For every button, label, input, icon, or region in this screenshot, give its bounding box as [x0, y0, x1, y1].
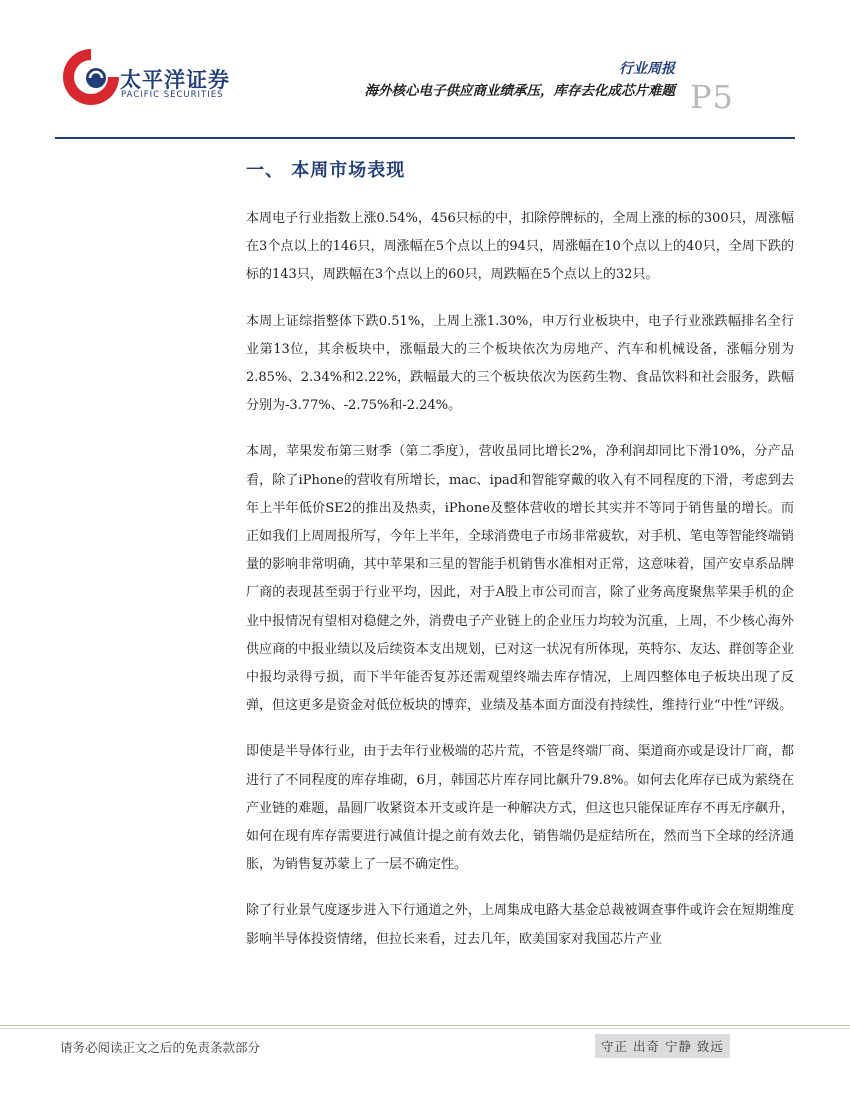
brand-name-en: PACIFIC SECURITIES: [121, 90, 224, 100]
header-divider: [55, 137, 795, 139]
pacific-securities-logo-icon: [60, 46, 122, 108]
disclaimer-note: 请务必阅读正文之后的免责条款部分: [60, 1040, 261, 1055]
section-heading: 一、 本周市场表现: [246, 160, 406, 181]
brand-name-cn: 太平洋证券: [120, 68, 230, 92]
paragraph-1: 本周电子行业指数上涨0.54%，456只标的中，扣除停牌标的，全周上涨的标的300只，周涨幅在3个点以上的146只，周涨幅在5个点以上的94只，周涨幅在10个点以上的40只，全周下跌的标的143只，周跌幅在3个点以上的60只，周跌幅在5个点以上的32只。: [246, 211, 794, 283]
page-number: P5: [690, 78, 734, 116]
report-title: 海外核心电子供应商业绩承压，库存去化成芯片难题: [364, 83, 675, 99]
footer-divider: [0, 1025, 850, 1026]
paragraph-4: 即使是半导体行业，由于去年行业极端的芯片荒，不管是终端厂商、渠道商亦或是设计厂商，都进行了不同程度的库存堆砌，6月，韩国芯片库存同比飙升79.8%。如何去化库存已成为萦绕在产业链的难题，晶圆厂收紧资本开支或许是一种解决方式，但这也只能保证库存不再无序飙升，如何在现有库存需要进行减值计提之前有效去化，销售端仍是症结所在，然而当下全球的经济通胀，为销售复苏蒙上了一层不确定性。: [246, 744, 794, 873]
company-motto: 守正 出奇 宁静 致远: [595, 1034, 730, 1058]
paragraph-5: 除了行业景气度逐步进入下行通道之外，上周集成电路大基金总裁被调查事件或许会在短期维度影响半导体投资情绪，但拉长来看，过去几年，欧美国家对我国芯片产业: [246, 903, 794, 947]
paragraph-2: 本周上证综指整体下跌0.51%，上周上涨1.30%，申万行业板块中，电子行业涨跌幅排名全行业第13位，其余板块中，涨幅最大的三个板块依次为房地产、汽车和机械设备，涨幅分别为2.85%、2.34%和2.22%，跌幅最大的三个板块依次为医药生物、食品饮料和社会服务，跌幅分别为-3.77%、-2.75%和-2.24%。: [246, 313, 794, 414]
paragraph-3: 本周，苹果发布第三财季（第二季度），营收虽同比增长2%，净利润却同比下滑10%，分产品看，除了iPhone的营收有所增长，mac、ipad和智能穿戴的收入有不同程度的下滑，考虑到去年上半年低价SE2的推出及热卖，iPhone及整体营收的增长其实并不等同于销售量的增长。而正如我们上周周报所写，今年上半年，全球消费电子市场非常疲软，对手机、笔电等智能终端销量的影响非常明确，其中苹果和三星的智能手机销售水准相对正常，这意味着，国产安卓系品牌厂商的表现甚至弱于行业平均，因此，对于A股上市公司而言，除了业务高度聚焦苹果手机的企业中报情况有望相对稳健之外，消费电子产业链上的企业压力均较为沉重，上周，不少核心海外供应商的中报业绩以及后续资本支出规划，已对这一状况有所体现，英特尔、友达、群创等企业中报均录得亏损，而下半年能否复苏还需观望终端去库存情况，上周四整体电子板块出现了反弹，但这更多是资金对低位板块的博弈，业绩及基本面方面没有持续性，维持行业“中性”评级。: [246, 444, 794, 714]
footer-divider-secondary: [0, 1028, 850, 1029]
body-text: [246, 205, 794, 1017]
report-type: 行业周报: [619, 61, 675, 77]
